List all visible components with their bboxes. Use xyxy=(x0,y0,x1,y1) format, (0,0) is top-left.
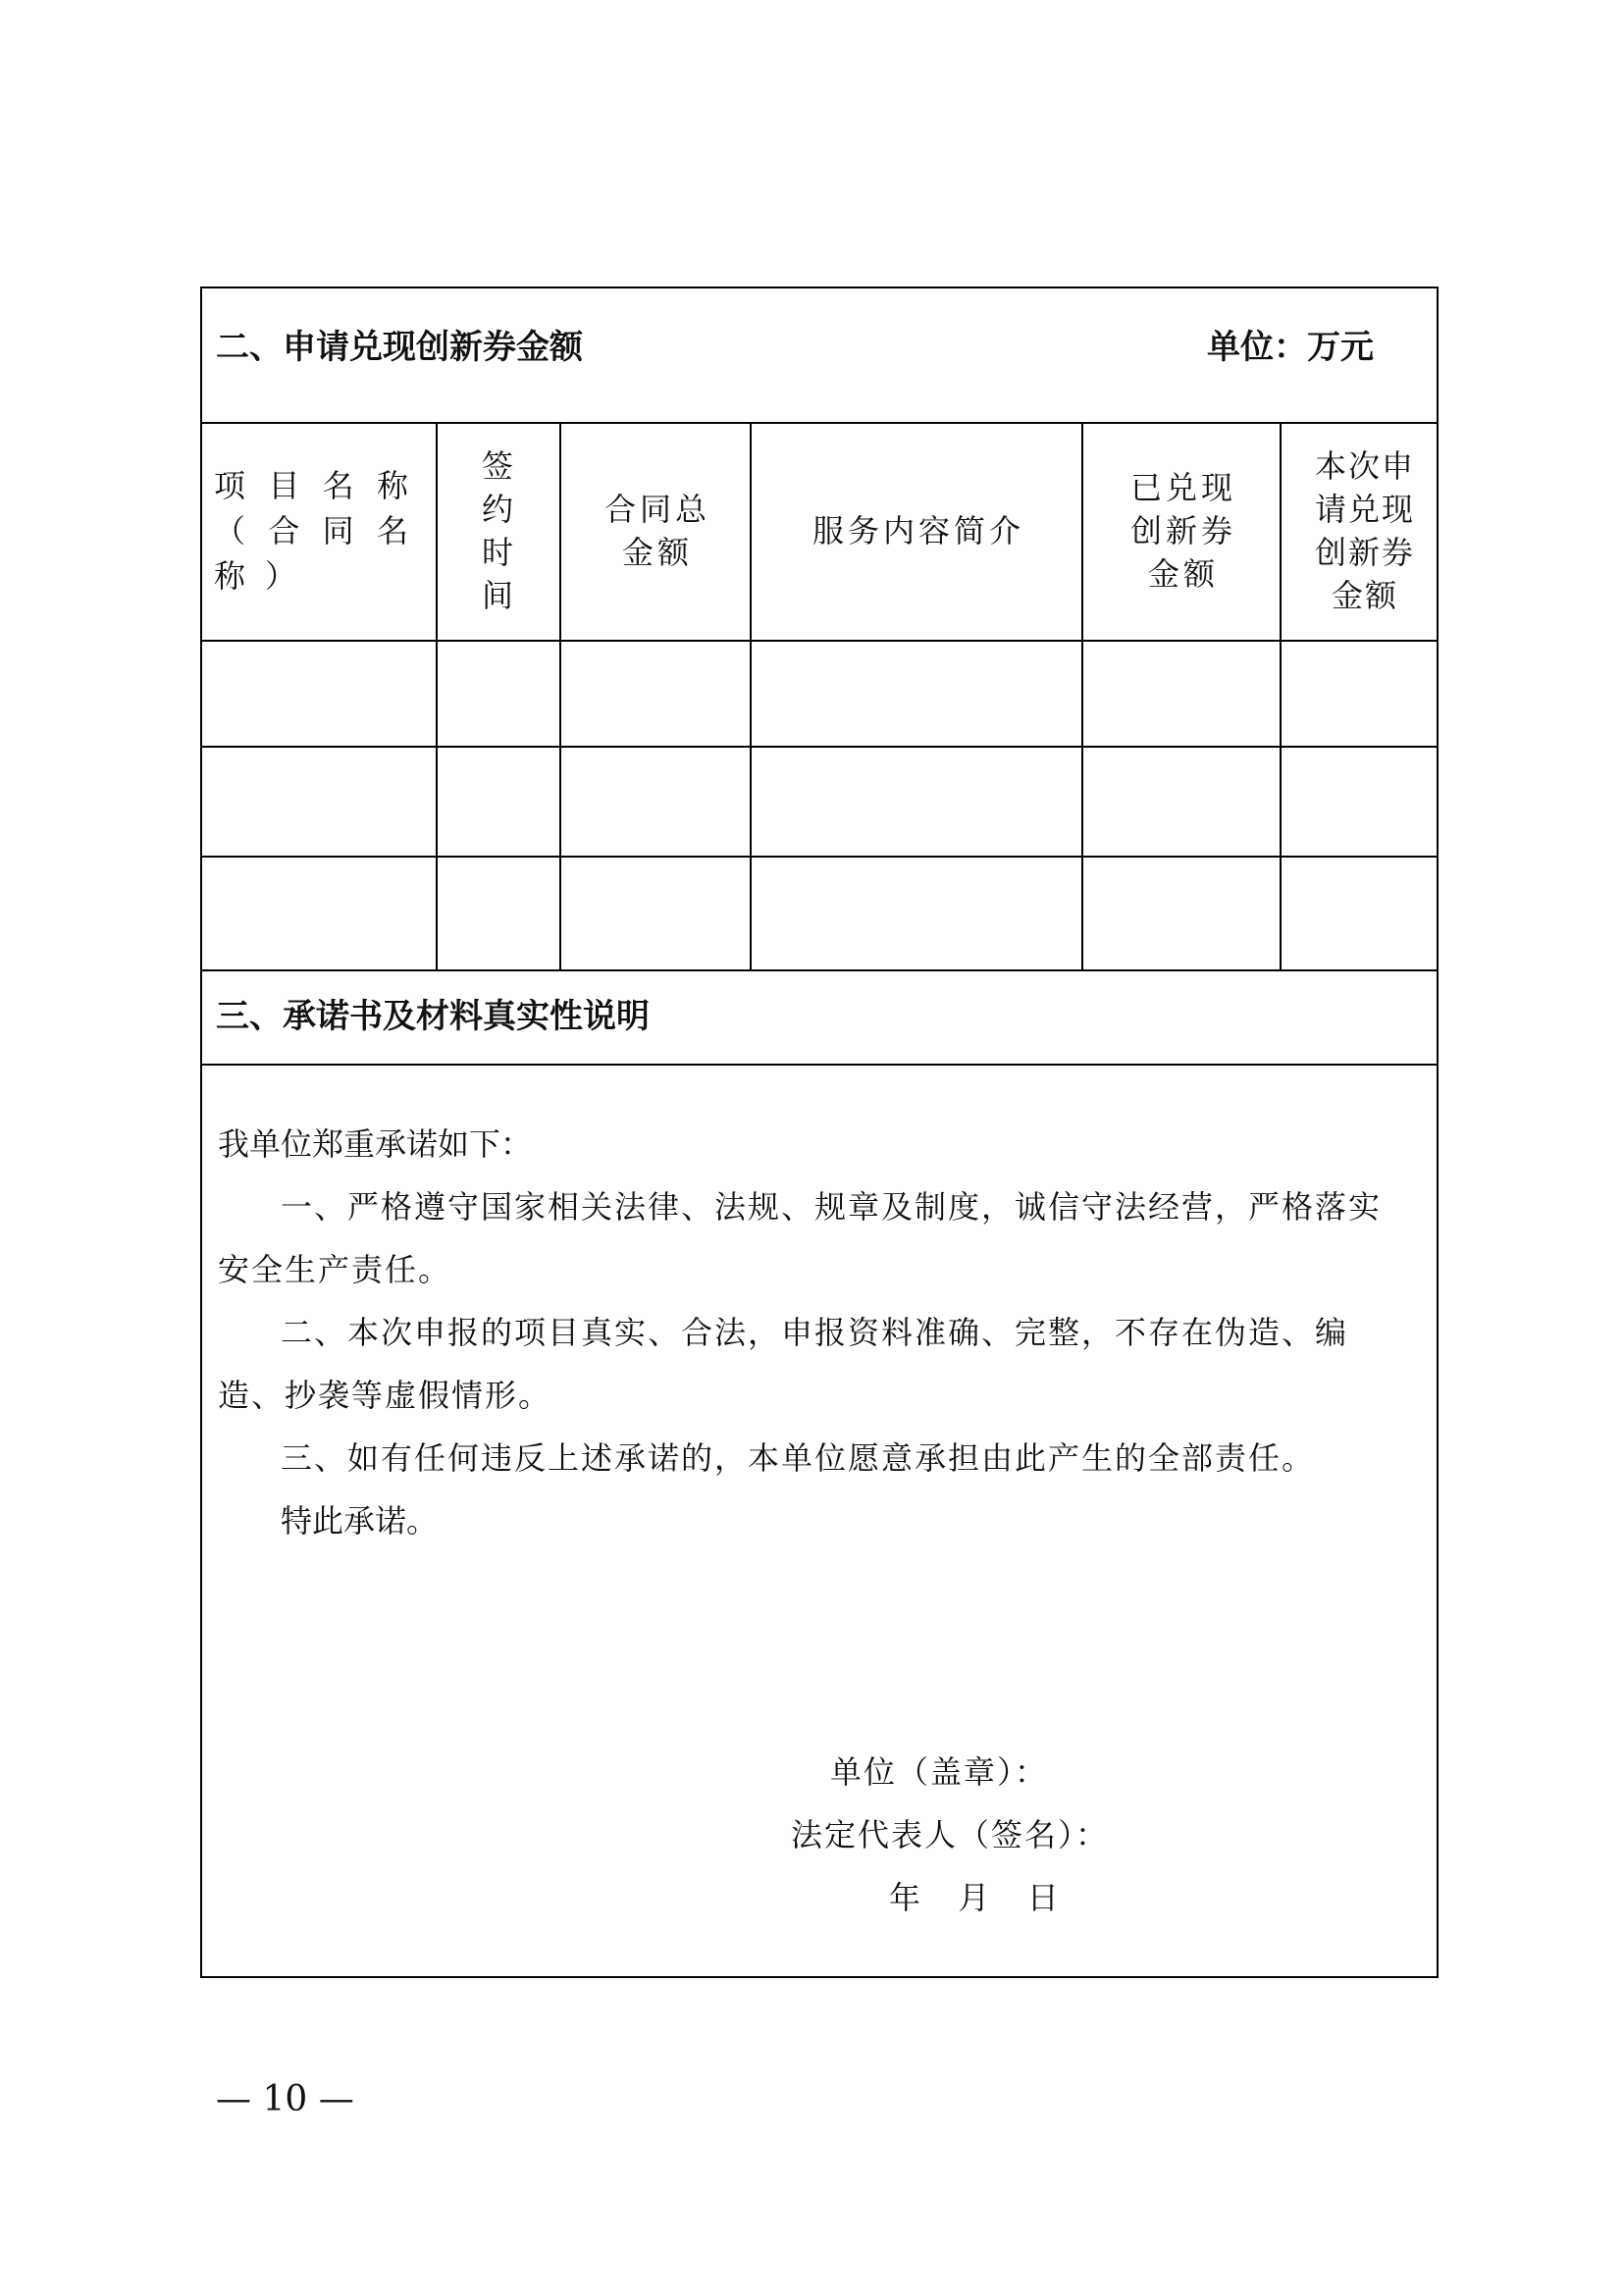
table-row xyxy=(202,748,1437,856)
col-header-project-name: 项目名称（合同名称） xyxy=(214,467,428,595)
application-form-table xyxy=(200,287,1439,1978)
commitment-item-3: 三、如有任何违反上述承诺的，本单位愿意承担由此产生的全部责任。 xyxy=(281,1439,1316,1477)
commitment-item-1: 一、严格遵守国家相关法律、法规、规章及制度，诚信守法经营，严格落实安全生产责任。 xyxy=(218,1188,1383,1288)
commitment-text xyxy=(218,1113,1401,1552)
col-header-sign-date: 签约时间 xyxy=(481,447,517,614)
seal-line: 单位（盖章）： xyxy=(830,1753,1049,1791)
date-line: 年 月 日 xyxy=(889,1879,1065,1916)
section-3-title: 三、承诺书及材料真实性说明 xyxy=(216,997,650,1036)
col-header-redeemed-amount: 已兑现创新券金额 xyxy=(1129,469,1236,593)
section-2-title: 二、申请兑现创新券金额 xyxy=(216,328,583,367)
page-number: — 10 — xyxy=(216,2079,354,2119)
divider-line xyxy=(202,1064,1437,1066)
col-header-current-request: 本次申请兑现创新券金额 xyxy=(1314,447,1415,614)
col-header-contract-total: 合同总金额 xyxy=(604,491,711,571)
col-header-service-summary: 服务内容简介 xyxy=(812,512,1024,549)
table-row xyxy=(202,858,1437,969)
commitment-closing: 特此承诺。 xyxy=(281,1502,439,1539)
commitment-item-2: 二、本次申报的项目真实、合法，申报资料准确、完整，不存在伪造、编造、抄袭等虚假情形。 xyxy=(218,1314,1349,1414)
table-row xyxy=(202,642,1437,746)
signature-line: 法定代表人（签名）： xyxy=(791,1816,1110,1853)
unit-label: 单位：万元 xyxy=(1207,328,1374,367)
divider-line xyxy=(202,969,1437,971)
commitment-intro: 我单位郑重承诺如下： xyxy=(218,1125,533,1163)
